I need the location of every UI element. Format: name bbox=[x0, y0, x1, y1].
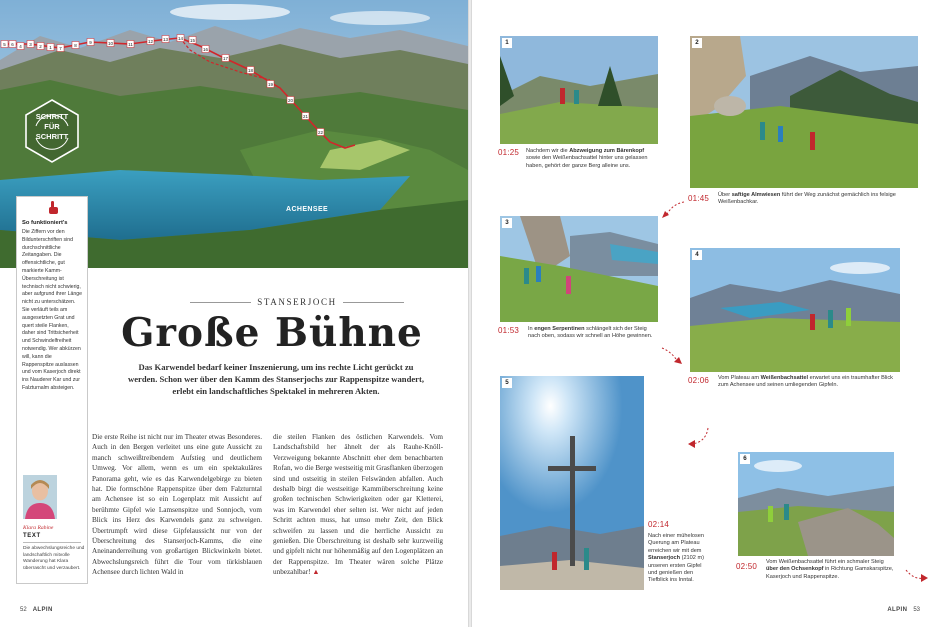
arrow-step-4-to-5-icon bbox=[686, 426, 710, 452]
badge-text bbox=[22, 112, 82, 142]
deck: Das Karwendel bedarf keiner Inszenierung, um ins rechte Licht gerückt zu werden. Schon wer über den Kamm des Stanserjochs zur Rappenspitze wandert, erlebt ein landschaftliches Spektakel in mehreren Akten. bbox=[127, 362, 424, 396]
photo-summit-cross bbox=[500, 376, 644, 590]
step-time-1: 01:25 bbox=[498, 148, 520, 157]
step-photo-2 bbox=[690, 36, 918, 188]
route-waypoint bbox=[317, 129, 324, 136]
end-mark-icon: ▲ bbox=[312, 568, 320, 577]
photo-alpine-meadow bbox=[690, 36, 918, 188]
kicker-row bbox=[190, 296, 404, 308]
step-photo-3 bbox=[500, 216, 658, 322]
author-portrait bbox=[23, 475, 57, 519]
caption-text: Vom Plateau am bbox=[718, 375, 761, 381]
headline: Große Bühne bbox=[121, 310, 423, 356]
route-waypoint bbox=[1, 41, 8, 48]
step-photo-6 bbox=[738, 452, 894, 556]
waypoint-label: 13 bbox=[162, 37, 169, 42]
right-page bbox=[472, 0, 940, 627]
waypoint-label: 18 bbox=[247, 68, 254, 73]
sidebox-body: Die Ziffern vor den Bildunterschriften sind durchschnittliche Zeitangaben. Die offensichtliche, gut markierte Kamm-Überschreitung ist technisch nicht schwierig, aber aufgrund ihrer Länge nicht zu unterschätzen. Sie verläuft teils am ausgesetzten Grat und quert steile Flanken, daher sind Trittsicherheit und Schwindelfreiheit notwendig. Wer abkürzen will, kann die Rappenspitze auslassen und vom Kaserjoch direkt ins Nauderer Kar und zur Falzturnalm absteigen. bbox=[22, 229, 82, 391]
waypoint-label: 8 bbox=[74, 43, 77, 48]
waypoint-label: 1 bbox=[49, 45, 52, 50]
waypoint-label: 17 bbox=[222, 56, 229, 61]
step-caption-3 bbox=[528, 326, 658, 341]
page-number: 52 bbox=[20, 607, 27, 613]
author-note: Die abwechslungsreiche und landschaftlich mitvolle Wanderung hat Klara überrascht und verzaubert. bbox=[23, 546, 85, 571]
author-photo bbox=[23, 475, 57, 519]
route-waypoint bbox=[17, 43, 24, 50]
route-waypoint bbox=[177, 35, 184, 42]
step-number-3: 3 bbox=[502, 218, 512, 228]
waypoint-label: 12 bbox=[147, 39, 154, 44]
route-waypoint bbox=[107, 40, 114, 47]
photo-serpentine-trail bbox=[500, 216, 658, 322]
waypoint-label: 9 bbox=[89, 40, 92, 45]
arrow-continue-icon bbox=[904, 568, 930, 584]
route-waypoint bbox=[47, 44, 54, 51]
waypoint-label: 14 bbox=[177, 36, 184, 41]
caption-text: (2102 m) unseren ersten Gipfel und genießen den Tiefblick ins Inntal. bbox=[648, 555, 704, 584]
step-by-step-badge bbox=[22, 98, 82, 164]
step-caption-2 bbox=[718, 192, 918, 207]
folio-right bbox=[887, 607, 920, 613]
waypoint-label: 16 bbox=[202, 47, 209, 52]
waypoint-label: 22 bbox=[317, 130, 324, 135]
caption-text: Vom Weißenbachsattel führt ein schmaler Steig bbox=[766, 559, 884, 565]
magazine-name: ALPIN bbox=[32, 607, 53, 613]
folio-left bbox=[20, 607, 53, 613]
waypoint-label: 2 bbox=[39, 44, 42, 49]
left-page bbox=[0, 0, 468, 627]
waypoint-label: 3 bbox=[29, 42, 32, 47]
route-waypoint bbox=[72, 42, 79, 49]
photo-plateau-view bbox=[690, 248, 900, 372]
step-caption-6 bbox=[766, 559, 896, 581]
step-number-2: 2 bbox=[692, 38, 702, 48]
magazine-name: ALPIN bbox=[887, 607, 908, 613]
caption-text: Über bbox=[718, 192, 732, 198]
route-waypoint bbox=[189, 37, 196, 44]
caption-highlight: saftige Almwiesen bbox=[731, 192, 781, 198]
lake-label: ACHENSEE bbox=[286, 206, 329, 213]
route-waypoint bbox=[247, 67, 254, 74]
caption-highlight: Abzweigung zum Bärenkopf bbox=[569, 148, 645, 154]
waypoint-label: 7 bbox=[59, 46, 62, 51]
caption-text: schlängelt sich der Steig nach oben, sodass wir schnell an Höhe gewinnen. bbox=[528, 326, 653, 340]
waypoint-label: 15 bbox=[189, 38, 196, 43]
waypoint-label: 21 bbox=[302, 114, 309, 119]
route-waypoint bbox=[302, 113, 309, 120]
badge-line-2: FÜR bbox=[44, 122, 60, 131]
caption-text: in Richtung Gamskarspitze, Kaserjoch und Rappenspitze. bbox=[766, 566, 894, 580]
route-waypoint bbox=[27, 41, 34, 48]
step-caption-5 bbox=[648, 533, 704, 585]
author-role: TEXT bbox=[23, 533, 41, 539]
badge-line-1: SCHRITT bbox=[35, 112, 69, 121]
waypoint-label: 10 bbox=[107, 41, 114, 46]
kicker-rule-right bbox=[343, 302, 404, 303]
caption-text: In bbox=[528, 326, 535, 332]
body-column-2 bbox=[273, 432, 443, 578]
step-caption-1 bbox=[526, 148, 658, 170]
route-waypoint bbox=[287, 97, 294, 104]
caption-text: Nach einer mühelosen Querung am Plateau erreichen wir mit dem bbox=[648, 533, 704, 554]
photo-hikers-meadow bbox=[500, 36, 658, 144]
sidebox-heading: So funktioniert's bbox=[22, 220, 68, 226]
kicker: STANSERJOCH bbox=[257, 297, 337, 307]
step-number-6: 6 bbox=[740, 454, 750, 464]
caption-highlight: über den Ochsenkopf bbox=[766, 566, 824, 573]
waypoint-label: 6 bbox=[11, 42, 14, 47]
waypoint-label: 20 bbox=[287, 98, 294, 103]
route-waypoint bbox=[57, 45, 64, 52]
step-photo-5 bbox=[500, 376, 644, 590]
route-waypoint bbox=[267, 81, 274, 88]
route-waypoint bbox=[162, 36, 169, 43]
photo-ridge-trail bbox=[738, 452, 894, 556]
step-number-4: 4 bbox=[692, 250, 702, 260]
route-waypoint bbox=[222, 55, 229, 62]
caption-highlight: engen Serpentinen bbox=[534, 326, 585, 332]
waypoint-label: 11 bbox=[128, 42, 133, 47]
waypoint-label: 5 bbox=[3, 42, 6, 47]
body-column-1: Die erste Reihe ist nicht nur im Theater etwas Besonderes. Auch in den Bergen verleitet uns eine gute Aussicht zu manch schweißtreibendem Aufstieg und deutlichem Umweg. Vor allem, wenn es um ein spektakuläres Panorama geht, wie es das Karwendelgebirge zu bieten hat. Die formschöne Rappenspitze über dem Falzturntal am Achensee ist so ein Logenplatz mit Aussicht auf berühmte Gipfel wie Lamsenspitze und Sonnjoch, vom Blick ins Herz des Karwendels ganz zu schweigen. Übertrumpft wird diese Gipfelaussicht nur von der Überschreitung des Stanserjoch-Kamms, die eine Aneinanderreihung von großartigen Blickwinkeln bietet. Abwechslungsreich führt die Tour vom türkisblauen Achensee durch lichten Wald in bbox=[92, 433, 262, 577]
caption-highlight: Stanserjoch bbox=[648, 555, 681, 562]
caption-text: erwartet uns ein traumhafter Blick zum Achensee und seinen umliegenden Gipfeln. bbox=[718, 375, 893, 389]
route-waypoint bbox=[147, 38, 154, 45]
step-photo-1 bbox=[500, 36, 658, 144]
step-photo-4 bbox=[690, 248, 900, 372]
route-waypoint bbox=[127, 41, 134, 48]
route-waypoint bbox=[202, 46, 209, 53]
arrow-step-2-to-3-icon bbox=[660, 200, 686, 222]
how-it-works-box bbox=[16, 196, 88, 584]
step-number-5: 5 bbox=[502, 378, 512, 388]
kicker-rule-left bbox=[190, 302, 251, 303]
route-waypoint bbox=[37, 43, 44, 50]
step-time-3: 01:53 bbox=[498, 326, 520, 335]
caption-text: führt der Weg zunächst gemächlich ins felsige Weißenbachkar. bbox=[718, 192, 896, 206]
step-time-4: 02:06 bbox=[688, 376, 710, 385]
step-caption-4 bbox=[718, 375, 898, 390]
route-waypoint bbox=[87, 39, 94, 46]
waypoint-label: 19 bbox=[267, 82, 274, 87]
step-time-2: 01:45 bbox=[688, 194, 710, 203]
divider bbox=[23, 542, 81, 543]
waypoint-label: 4 bbox=[19, 44, 22, 49]
caption-text: sowie den Weißenbachsattel hinter uns gelassen haben, gehört der ganze Berg alleine uns. bbox=[526, 155, 648, 169]
route-waypoint bbox=[9, 41, 16, 48]
step-number-1: 1 bbox=[502, 38, 512, 48]
body-column-2-text: die steilen Flanken des östlichen Karwendels. Vom Landschaftsbild her ähnelt der als Rauhe-Knöll-Verzweigung bekannte Abschnitt eher dem benachbarten Rofan, wo die Berge westseitig mit Grasflanken überzogen sind und ostseitig in steilen Felswänden abfallen. Auch deshalb birgt die westseitige Kammüberschreitung keine großen technischen Schwierigkeiten oder gar Kletterei, was im Karwendel eher selten ist. Wer nicht auf jeden Schritt achten muss, hat umso mehr Zeit, den Blick schweifen zu lassen und die herrliche Aussicht zu genießen. Die Überschreitung ist deshalb sehr kurzweilig und gipfelt nicht nur höhenmäßig auf den Logenplätzen an der Rappenspitze. Im Theater wären solche Plätze unbezahlbar! bbox=[273, 433, 443, 577]
badge-line-3: SCHRITT bbox=[35, 132, 69, 141]
author-name: Klara Rabine bbox=[23, 525, 54, 531]
caption-text: Nachdem wir die bbox=[526, 148, 570, 154]
pointing-hand-icon bbox=[47, 201, 59, 215]
page-number: 53 bbox=[913, 607, 920, 613]
step-time-5: 02:14 bbox=[648, 520, 670, 529]
step-time-6: 02:50 bbox=[736, 562, 758, 571]
caption-highlight: Weißenbachsattel bbox=[760, 375, 809, 381]
arrow-step-3-to-4-icon bbox=[660, 344, 684, 366]
